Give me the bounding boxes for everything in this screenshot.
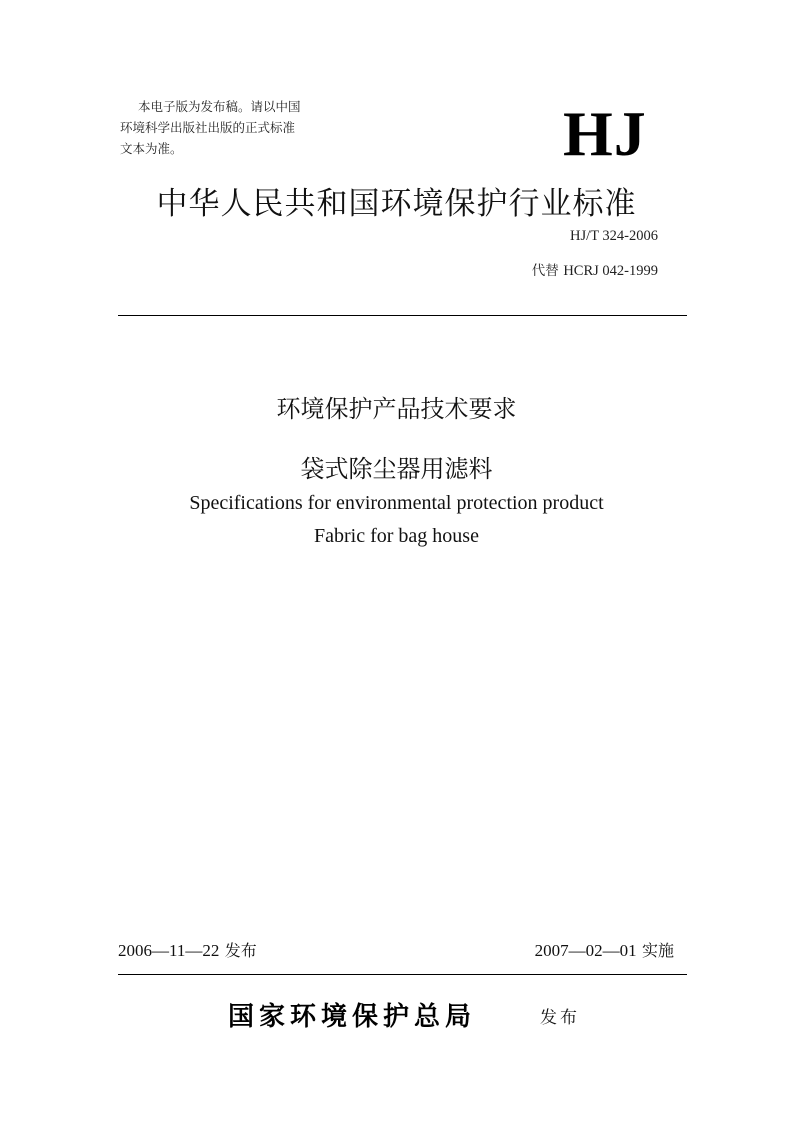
notice-line-1: 本电子版为发布稿。请以中国	[138, 99, 301, 114]
replaces-standard	[532, 259, 658, 280]
publish-date-label: 发布	[224, 941, 257, 960]
notice-line-3: 文本为准。	[120, 141, 183, 156]
publish-date	[118, 938, 257, 961]
industry-standard-title: 中华人民共和国环境保护行业标准	[156, 186, 637, 222]
issuing-authority: 国家环境保护总局	[228, 1002, 477, 1032]
hj-logo: HJ	[563, 98, 647, 169]
replaces-code: HCRJ 042-1999	[563, 263, 658, 279]
english-title-line-2: Fabric for bag house	[314, 525, 479, 547]
implementation-date-value: 2007—02—01	[534, 941, 637, 960]
top-divider	[118, 315, 687, 316]
document-title-line-2: 袋式除尘器用滤料	[300, 455, 493, 483]
electronic-version-notice	[120, 96, 301, 159]
replaces-prefix: 代替	[531, 263, 559, 279]
standard-code: HJ/T 324-2006	[570, 228, 658, 244]
english-title-line-1: Specifications for environmental protection product	[189, 492, 604, 514]
implementation-date-label: 实施	[641, 941, 674, 960]
notice-line-2: 环境科学出版社出版的正式标准	[120, 120, 296, 135]
publish-date-value: 2006—11—22	[118, 941, 220, 960]
implementation-date	[535, 938, 674, 961]
bottom-divider	[118, 974, 687, 975]
document-title-line-1: 环境保护产品技术要求	[276, 395, 517, 423]
issuing-authority-suffix: 发布	[540, 1008, 580, 1028]
